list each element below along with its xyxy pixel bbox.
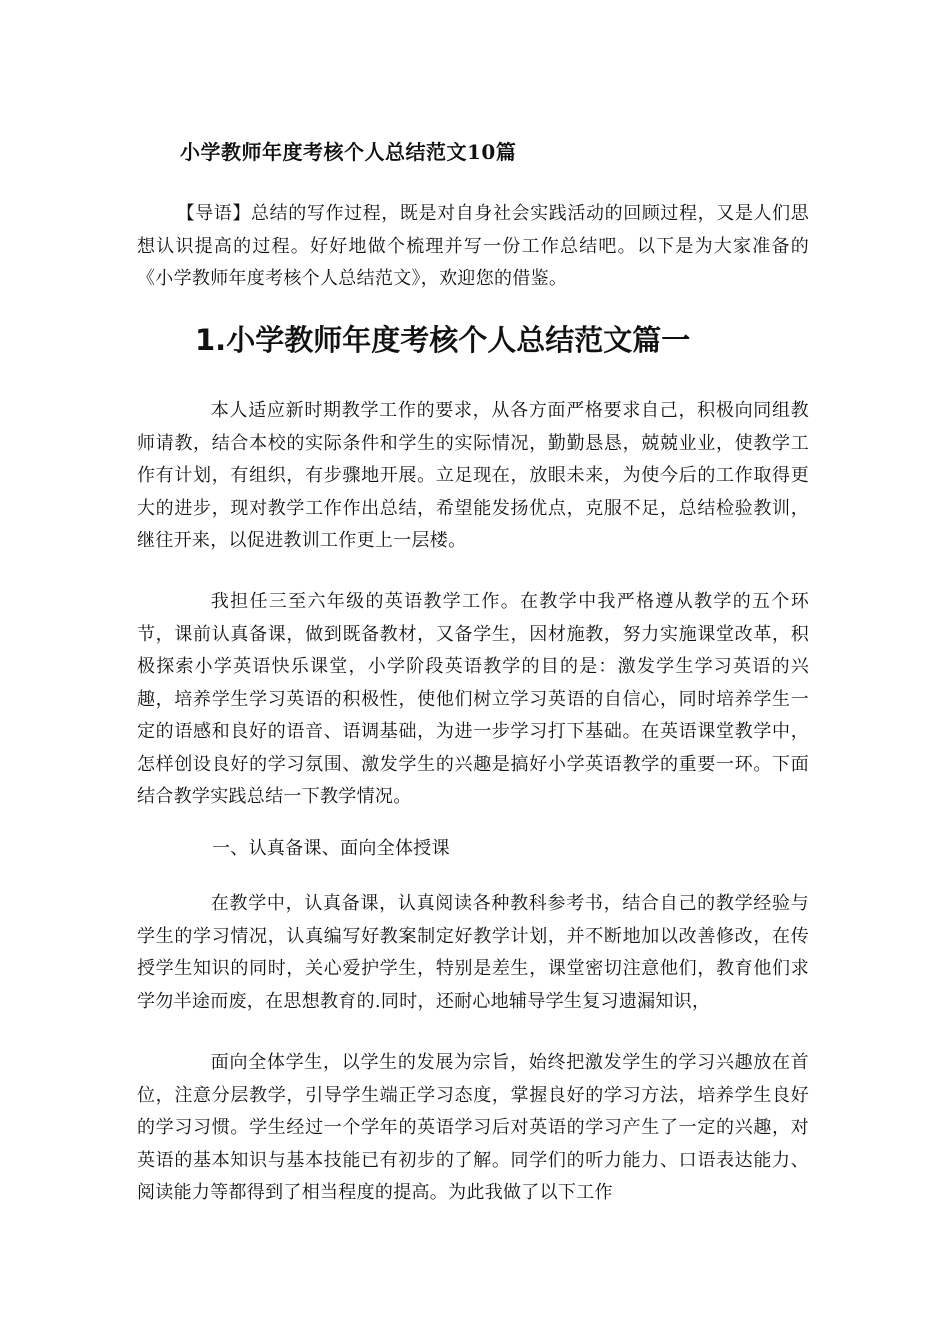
body-paragraph: 在教学中，认真备课，认真阅读各种教科参考书，结合自己的教学经验与学生的学习情况，认真编写好教案制定好教学计划，并不断地加以改善修改，在传授学生知识的同时，关心爱护学生，特别是差生，课堂密切注意他们，教育他们求学勿半途而废，在思想教育的.同时，还耐心地辅导学生复习遗漏知识， [137, 893, 809, 1012]
body-paragraph: 我担任三至六年级的英语教学工作。在教学中我严格遵从教学的五个环节，课前认真备课，做到既备教材，又备学生，因材施教，努力实施课堂改革，积极探索小学英语快乐课堂，小学阶段英语教学的目的是：激发学生学习英语的兴趣，培养学生学习英语的积极性，使他们树立学习英语的自信心，同时培养学生一定的语感和良好的语音、语调基础，为进一步学习打下基础。在英语课堂教学中，怎样创设良好的学习氛围、激发学生的兴趣是搞好小学英语教学的重要一环。下面结合教学实践总结一下教学情况。 [137, 591, 809, 807]
sub-heading: 一、认真备课、面向全体授课 [212, 838, 450, 859]
document-title: 小学教师年度考核个人总结范文10篇 [180, 140, 517, 164]
intro-paragraph: 【导语】总结的写作过程，既是对自身社会实践活动的回顾过程，又是人们思想认识提高的过程。好好地做个梳理并写一份工作总结吧。以下是为大家准备的《小学教师年度考核个人总结范文》，欢迎您的借鉴。 [137, 203, 809, 289]
body-paragraph: 面向全体学生，以学生的发展为宗旨，始终把激发学生的学习兴趣放在首位，注意分层教学，引导学生端正学习态度，掌握良好的学习方法，培养学生良好的学习习惯。学生经过一个学年的英语学习后对英语的学习产生了一定的兴趣，对英语的基本知识与基本技能已有初步的了解。同学们的听力能力、口语表达能力、阅读能力等都得到了相当程度的提高。为此我做了以下工作 [137, 1052, 809, 1203]
body-paragraph: 本人适应新时期教学工作的要求，从各方面严格要求自己，积极向同组教师请教，结合本校的实际条件和学生的实际情况，勤勤恳恳，兢兢业业，使教学工作有计划，有组织，有步骤地开展。立足现在，放眼未来，为使今后的工作取得更大的进步，现对教学工作作出总结，希望能发扬优点，克服不足，总结检验教训，继往开来，以促进教训工作更上一层楼。 [137, 400, 809, 551]
section-heading: 1.小学教师年度考核个人总结范文篇一 [195, 323, 691, 357]
